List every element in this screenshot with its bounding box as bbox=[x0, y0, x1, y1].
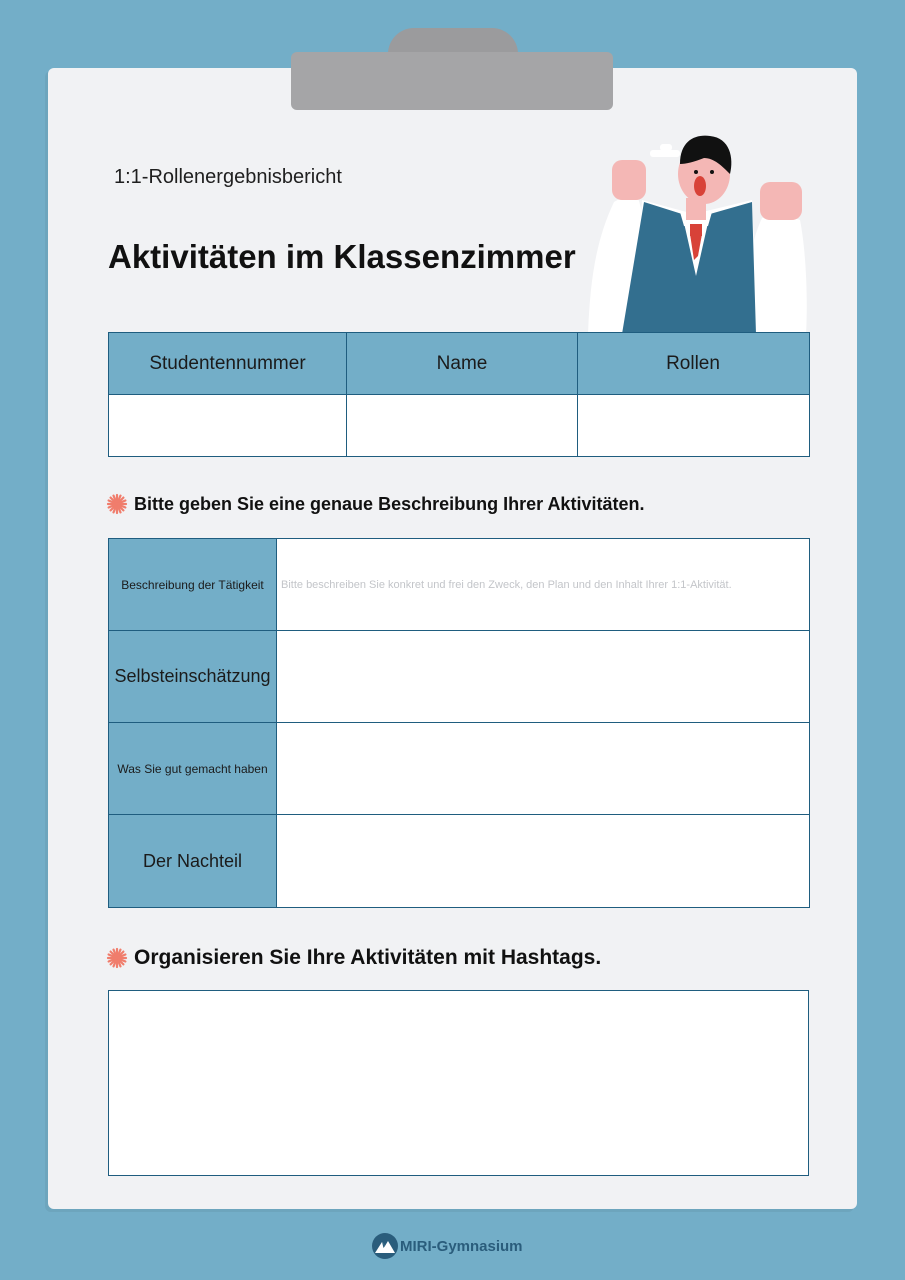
self-assessment-field[interactable] bbox=[277, 631, 809, 722]
strengths-field[interactable] bbox=[277, 723, 809, 814]
mountain-logo-icon bbox=[371, 1232, 399, 1260]
activity-row-weakness bbox=[109, 815, 809, 907]
report-subtitle: 1:1-Rollenergebnisbericht bbox=[114, 166, 342, 188]
header-name: Name bbox=[347, 333, 578, 394]
asterisk-star-icon bbox=[106, 947, 128, 969]
strengths-label: Was Sie gut gemacht haben bbox=[109, 723, 277, 814]
activity-description-label: Beschreibung der Tätigkeit bbox=[109, 539, 277, 630]
clipboard-clip bbox=[291, 52, 613, 110]
student-table-header-row bbox=[109, 333, 809, 395]
asterisk-star-icon bbox=[106, 493, 128, 515]
description-section-heading-text: Bitte geben Sie eine genaue Beschreibung Ihrer Aktivitäten. bbox=[134, 493, 645, 514]
weakness-label: Der Nachteil bbox=[109, 815, 277, 907]
page-title: Aktivitäten im Klassenzimmer bbox=[108, 238, 576, 275]
hashtag-section-heading bbox=[106, 946, 601, 970]
header-roles: Rollen bbox=[666, 352, 720, 374]
student-info-table bbox=[108, 332, 810, 457]
activity-description-field[interactable]: Bitte beschreiben Sie konkret und frei den Zweck, den Plan und den Inhalt Ihrer 1:1-Aktivität. bbox=[281, 578, 732, 591]
hashtag-field[interactable] bbox=[108, 990, 809, 1176]
name-field[interactable] bbox=[347, 395, 578, 456]
hashtag-section-heading-text: Organisieren Sie Ihre Aktivitäten mit Hashtags. bbox=[134, 946, 602, 969]
footer-logo-text: MIRI-Gymnasium bbox=[400, 1237, 523, 1255]
roles-field[interactable] bbox=[578, 395, 808, 456]
student-number-field[interactable] bbox=[109, 395, 347, 456]
student-table-input-row bbox=[109, 395, 809, 456]
description-section-heading bbox=[106, 493, 644, 515]
activity-description-table bbox=[108, 538, 810, 908]
self-assessment-label: Selbsteinschätzung bbox=[109, 631, 277, 722]
footer-logo bbox=[371, 1232, 523, 1260]
header-student-number: Studentennummer bbox=[109, 333, 347, 394]
activity-row-description bbox=[109, 539, 809, 631]
activity-row-self-assessment bbox=[109, 631, 809, 723]
cheering-student-illustration bbox=[586, 130, 808, 334]
weakness-field[interactable] bbox=[277, 815, 809, 907]
activity-row-strengths bbox=[109, 723, 809, 815]
